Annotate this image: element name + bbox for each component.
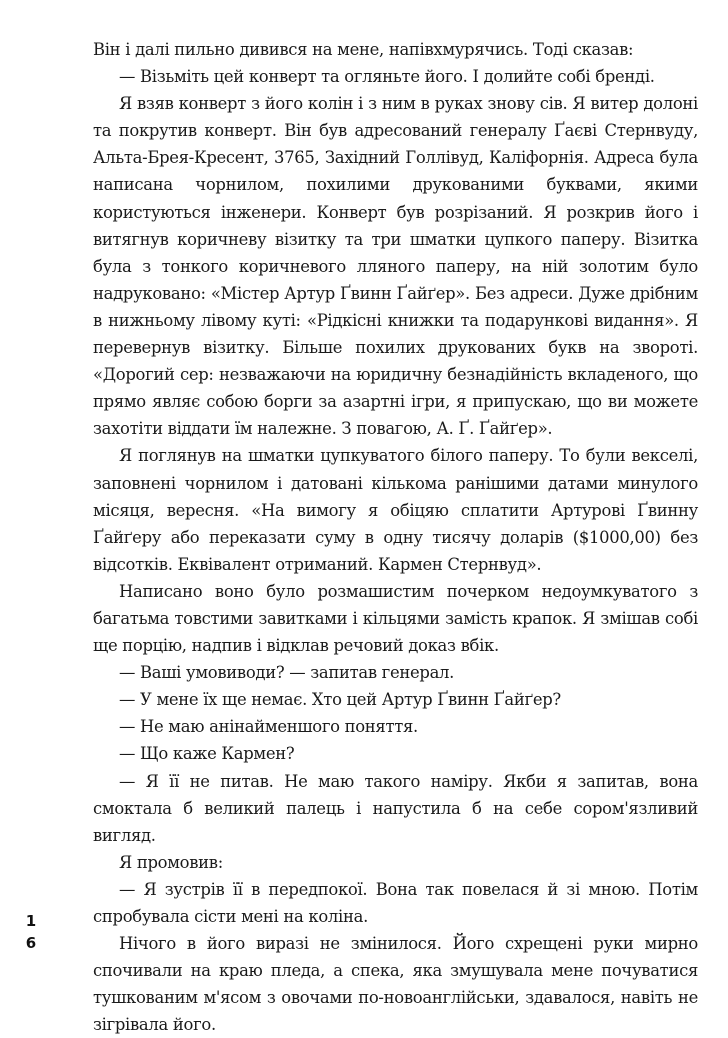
page-number-digit-top: 1 — [25, 912, 37, 930]
body-text — [93, 36, 698, 1038]
paragraph-met-in-hallway: — Я зустрів її в передпокої. Вона так повелася й зі мною. Потім спробувала сісти мені на коліна. — [93, 879, 698, 926]
paragraph-dialogue-conclusions: — Ваші умовиводи? — запитав генерал. — [119, 663, 455, 683]
paragraph-envelope-contents: Я взяв конверт з його колін і з ним в руках знову сів. Я витер долоні та покрутив конверт. Він був адресований генералу Ґаєві Стернвуду, Альта-Брея-Кресент, 3765, Західний Голлівуд, Каліфорнія. Адреса була написана чорнилом, похилими друкованими буквами, якими користуються інженери. Конверт був розрізаний. Я розкрив його і витягнув коричневу візитку та три шматки цупкого паперу. Візитка була з тонкого коричневого лляного паперу, на ній золотим було надруковано: «Містер Артур Ґвинн Ґайґер». Без адреси. Дуже дрібним в нижньому лівому куті: «Рідкісні книжки та подарункові видання». Я перевернув візитку. Більше похилих друкованих букв на звороті. «Дорогий сер: незважаючи на юридичну безнадійність вкладеного, що прямо являє собою борги за азартні ігри, я припускаю, що ви можете захотіти віддати їм належне. З повагою, А. Ґ. Ґайґер». — [93, 94, 698, 439]
paragraph-general-unchanged: Нічого в його виразі не змінилося. Його схрещені руки мирно спочивали на краю пледа, а спека, яка змушувала мене почуватися тушкованим м'ясом з овочами по-новоанглійськи, здавалося, навіть не зігрівала його. — [93, 934, 698, 1035]
paragraph-handwriting: Написано воно було розмашистим почерком недоумкуватого з багатьма товстими завитками і кільцями замість крапок. Я змішав собі ще порцію, надпив і відклав речовий доказ вбік. — [93, 581, 698, 656]
paragraph-i-said: Я промовив: — [119, 852, 223, 872]
paragraph-promissory-notes: Я поглянув на шматки цупкуватого білого паперу. То були векселі, заповнені чорнилом і датовані кількома ранішими датами минулого місяця, вересня. «На вимогу я обіцяю сплатити Артурові Ґвинну Ґайґеру або переказати суму в одну тисячу доларів ($1000,00) без відсотків. Еквівалент отриманий. Кармен Стернвуд». — [93, 446, 698, 574]
paragraph-dialogue-who-is-geiger: — У мене їх ще немає. Хто цей Артур Ґвинн Ґайґер? — [119, 690, 561, 710]
paragraph-dialogue-did-not-ask: — Я її не питав. Не маю такого наміру. Якби я запитав, вона смоктала б великий палець і напустила б на себе сором'язливий вигляд. — [93, 771, 698, 845]
paragraph-general-stare: Він і далі пильно дивився на мене, напівхмурячись. Тоді сказав: — [93, 40, 634, 59]
paragraph-take-envelope: — Візьміть цей конверт та огляньте його. І долийте собі бренді. — [119, 67, 655, 87]
paragraph-dialogue-no-idea: — Не маю анінайменшого поняття. — [119, 717, 418, 737]
page-number — [24, 910, 38, 954]
page-number-digit-bottom: 6 — [25, 934, 37, 952]
paragraph-dialogue-carmen: — Що каже Кармен? — [119, 744, 295, 764]
